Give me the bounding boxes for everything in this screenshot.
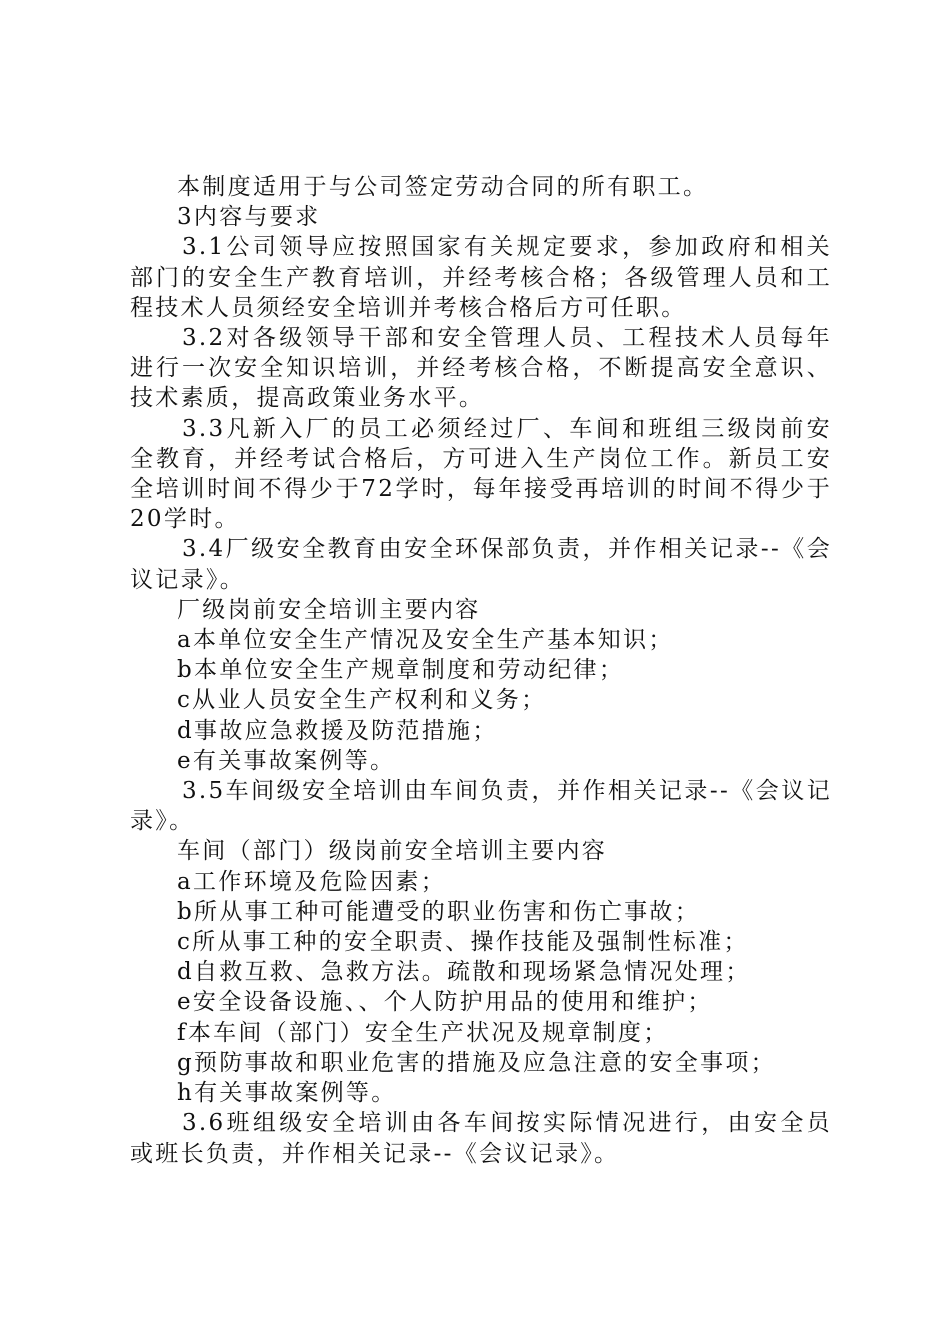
paragraph-3-5: 3.5车间级安全培训由车间负责，并作相关记录--《会议记录》。 — [130, 778, 832, 835]
document-body — [130, 172, 832, 1169]
list-item: d自救互救、急救方法。疏散和现场紧急情况处理； — [177, 959, 751, 986]
list-item: d事故应急救援及防范措施； — [177, 717, 498, 744]
paragraph-3-6: 3.6班组级安全培训由各车间按实际情况进行，由安全员或班长负责，并作相关记录--《会议记录》。 — [130, 1110, 832, 1167]
list-item: h有关事故案例等。 — [177, 1080, 397, 1107]
list-item: c从业人员安全生产权利和义务； — [177, 687, 547, 714]
heading-content-requirements: 3内容与要求 — [177, 204, 321, 231]
paragraph-scope: 本制度适用于与公司签定劳动合同的所有职工。 — [177, 174, 709, 200]
list-item: g预防事故和职业危害的措施及应急注意的安全事项； — [177, 1049, 776, 1076]
subheading-workshop-training: 车间（部门）级岗前安全培训主要内容 — [177, 838, 608, 865]
paragraph-3-1: 3.1公司领导应按照国家有关规定要求，参加政府和相关部门的安全生产教育培训，并经考核合格；各级管理人员和工程技术人员须经安全培训并考核合格后方可任职。 — [130, 234, 832, 321]
list-item: b本单位安全生产规章制度和劳动纪律； — [177, 657, 625, 684]
list-item: a本单位安全生产情况及安全生产基本知识； — [177, 627, 674, 654]
paragraph-3-3: 3.3凡新入厂的员工必须经过厂、车间和班组三级岗前安全教育，并经考试合格后，方可进入生产岗位工作。新员工安全培训时间不得少于72学时，每年接受再培训的时间不得少于20学时。 — [130, 415, 832, 533]
list-item: e有关事故案例等。 — [177, 747, 396, 774]
paragraph-3-2: 3.2对各级领导干部和安全管理人员、工程技术人员每年进行一次安全知识培训，并经考核合格，不断提高安全意识、技术素质，提高政策业务水平。 — [130, 325, 832, 412]
subheading-factory-training: 厂级岗前安全培训主要内容 — [177, 596, 481, 623]
list-item: f本车间（部门）安全生产状况及规章制度； — [177, 1019, 669, 1046]
list-item: b所从事工种可能遭受的职业伤害和伤亡事故； — [177, 898, 701, 925]
list-item: a工作环境及危险因素； — [177, 868, 447, 895]
list-item: e安全设备设施、、个人防护用品的使用和维护； — [177, 989, 713, 1016]
paragraph-3-4: 3.4厂级安全教育由安全环保部负责，并作相关记录--《会议记录》。 — [130, 536, 832, 593]
list-item: c所从事工种的安全职责、操作技能及强制性标准； — [177, 929, 749, 956]
